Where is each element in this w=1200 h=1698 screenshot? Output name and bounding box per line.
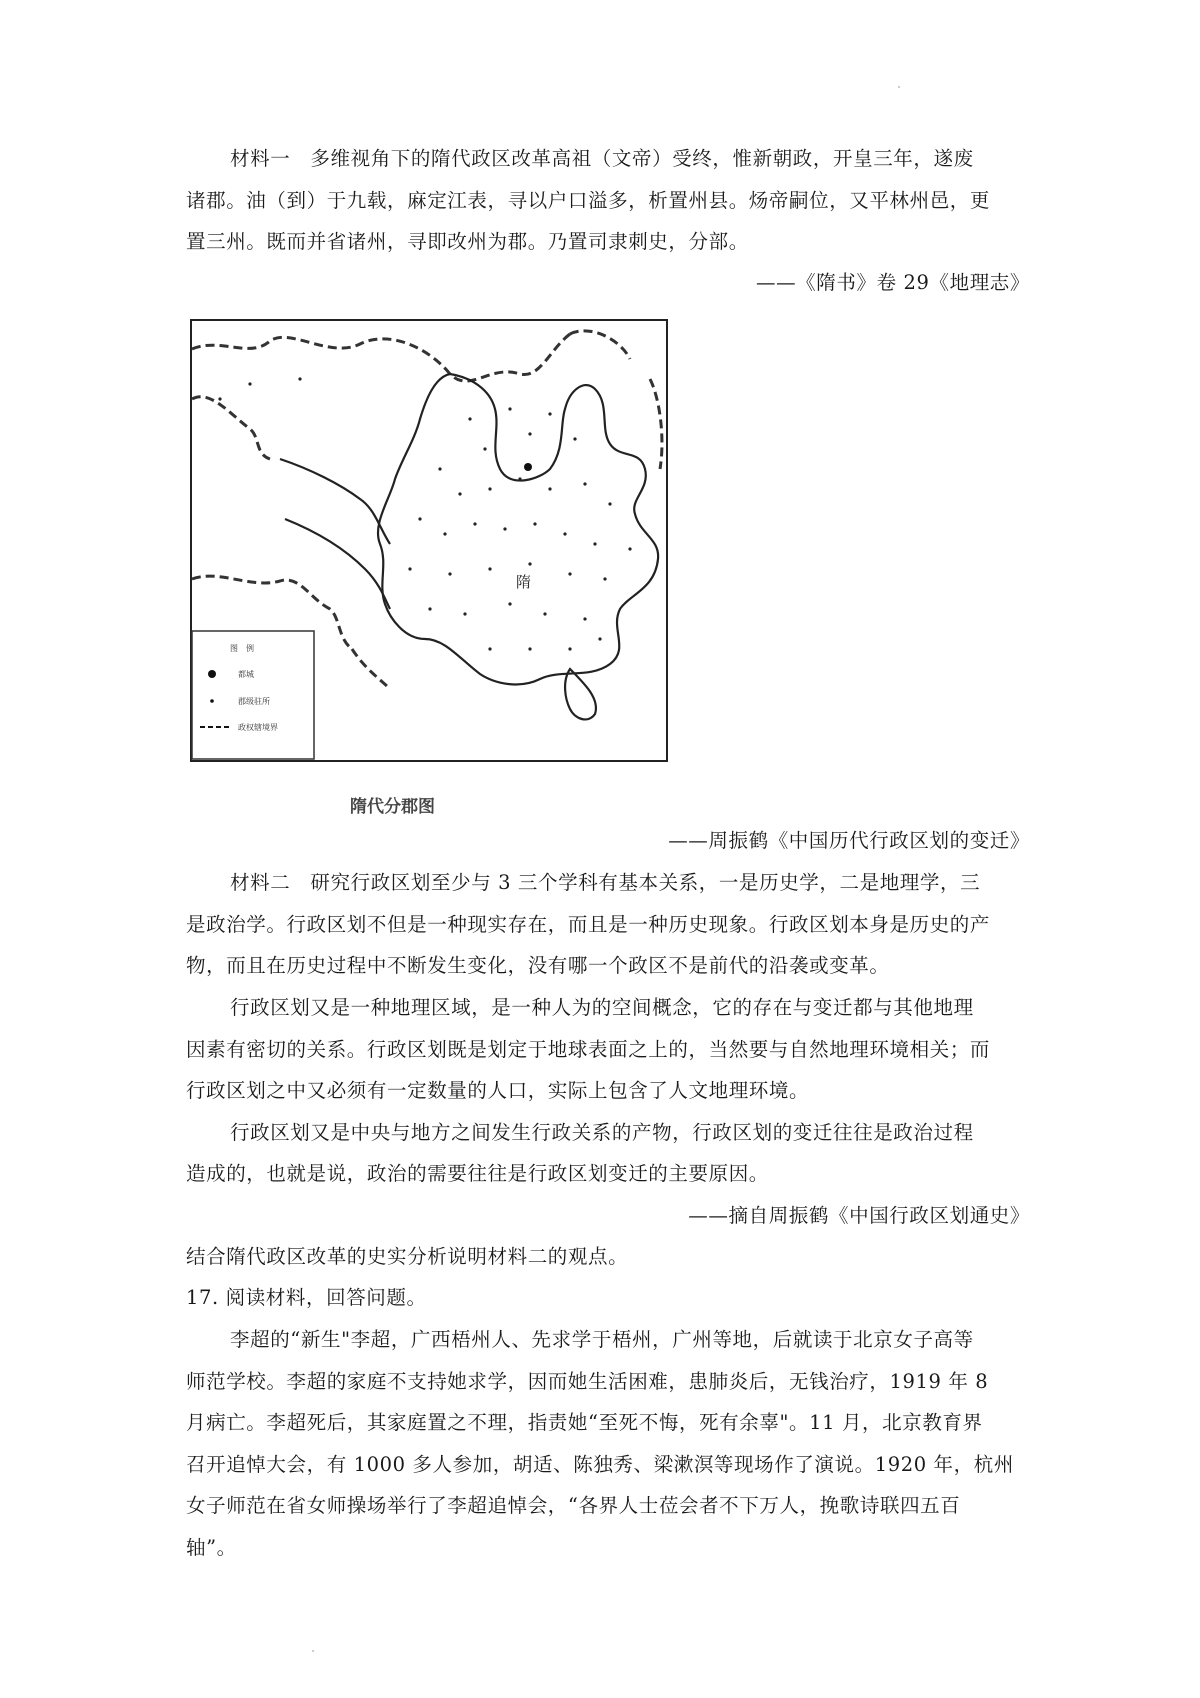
material2-p3-line-2: 造成的，也就是说，政治的需要往往是行政区划变迁的主要原因。 <box>186 1162 769 1185</box>
material2-p1-line-3: 物，而且在历史过程中不断发生变化，没有哪一个政区不是前代的沿袭或变革。 <box>186 954 890 977</box>
map-caption: 隋代分郡图 <box>350 797 435 817</box>
question17-line-6: 轴”。 <box>186 1536 237 1559</box>
legend-title: 图 例 <box>230 644 254 653</box>
question17-line-5: 女子师范在省女师操场举行了李超追悼会，“各界人士莅会者不下万人，挽歌诗联四五百 <box>186 1494 961 1517</box>
question17-line-2: 师范学校。李超的家庭不支持她求学，因而她生活困难，患肺炎后，无钱治疗，1919 年 8 <box>186 1370 989 1393</box>
capital-marker <box>524 463 532 471</box>
material1-line-2: 诸郡。油（到）于九载，麻定江表，寻以户口溢多，析置州县。炀帝嗣位，又平林州邑，更 <box>186 189 991 212</box>
legend-capital-label: 都城 <box>238 670 254 679</box>
map-source: ——周振鹤《中国历代行政区划的变迁》 <box>668 829 1030 852</box>
material2-p1-line-2: 是政治学。行政区划不但是一种现实存在，而且是一种历史现象。行政区划本身是历史的产 <box>186 913 991 936</box>
question17-line-1: 李超的“新生"李超，广西梧州人、先求学于梧州，广州等地，后就读于北京女子高等 <box>230 1328 974 1351</box>
material2-p3-line-1: 行政区划又是中央与地方之间发生行政关系的产物，行政区划的变迁往往是政治过程 <box>230 1121 974 1144</box>
material1-source: ——《隋书》卷 29《地理志》 <box>755 271 1030 294</box>
material1-line-1: 材料一 多维视角下的隋代政区改革高祖（文帝）受终，惟新朝政，开皇三年，遂废 <box>230 147 974 170</box>
scan-speck <box>898 86 900 88</box>
map-legend <box>192 631 314 759</box>
question17-title: 17. 阅读材料，回答问题。 <box>186 1286 427 1309</box>
material2-p1-line-1: 材料二 研究行政区划至少与 3 三个学科有基本关系，一是历史学，二是地理学，三 <box>230 871 981 894</box>
material2-p2-line-3: 行政区划之中又必须有一定数量的人口，实际上包含了人文地理环境。 <box>186 1079 810 1102</box>
question17-line-3: 月病亡。李超死后，其家庭置之不理，指责她“至死不悔，死有余辜"。11 月，北京教育界 <box>186 1411 983 1434</box>
material2-source: ——摘自周振鹤《中国行政区划通史》 <box>688 1204 1030 1227</box>
material1-line-3: 置三州。既而并省诸州，寻即改州为郡。乃置司隶刺史，分部。 <box>186 230 749 253</box>
seat-icon <box>210 699 214 703</box>
scan-speck <box>312 1650 314 1652</box>
legend-seat-label: 郡级驻所 <box>238 697 270 706</box>
question16-prompt: 结合隋代政区改革的史实分析说明材料二的观点。 <box>186 1245 629 1268</box>
legend-border-label: 政权辖境界 <box>238 723 278 732</box>
material2-p2-line-1: 行政区划又是一种地理区域，是一种人为的空间概念，它的存在与变迁都与其他地理 <box>230 996 974 1019</box>
region-label-sui: 隋 <box>516 573 532 591</box>
question17-line-4: 召开追悼大会，有 1000 多人参加，胡适、陈独秀、梁漱溟等现场作了演说。1920 年，杭州 <box>186 1453 1014 1476</box>
capital-icon <box>208 670 216 678</box>
material2-p2-line-2: 因素有密切的关系。行政区划既是划定于地球表面之上的，当然要与自然地理环境相关；而 <box>186 1038 991 1061</box>
sui-map <box>190 319 668 762</box>
